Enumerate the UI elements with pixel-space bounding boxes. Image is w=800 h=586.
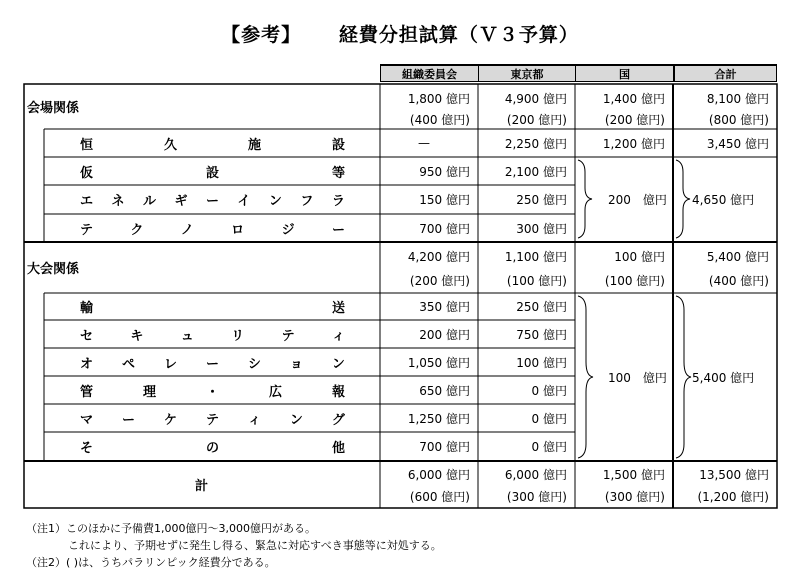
permanent-sum: 3,450 億円 bbox=[706, 136, 769, 151]
games-total-org: 4,200 億円 bbox=[407, 249, 470, 264]
technology-tokyo: 300 億円 bbox=[516, 221, 567, 236]
games-para-tokyo: (100 億円) bbox=[506, 273, 567, 288]
item-permanent-facilities: 恒 久 施 設 bbox=[80, 137, 345, 153]
item-operation: オ ペ レ ー シ ョ ン bbox=[80, 356, 345, 372]
admin-tokyo: 0 億円 bbox=[531, 383, 567, 398]
games-para-kuni: (100 億円) bbox=[604, 273, 665, 288]
games-para-sum: (400 億円) bbox=[708, 273, 769, 288]
note-1-continued: これにより、予期せずに発生し得る、緊急に対応すべき事態等に対処する。 bbox=[68, 539, 442, 552]
item-admin-pr: 管 理 ・ 広 報 bbox=[80, 384, 345, 400]
marketing-tokyo: 0 億円 bbox=[531, 411, 567, 426]
admin-org: 650 億円 bbox=[419, 383, 470, 398]
header-tokyo: 東京都 bbox=[478, 64, 575, 82]
technology-org: 700 億円 bbox=[419, 221, 470, 236]
permanent-tokyo: 2,250 億円 bbox=[504, 136, 567, 151]
item-energy-infra: エ ネ ル ギ ー イ ン フ ラ bbox=[80, 194, 345, 209]
venue-para-tokyo: (200 億円) bbox=[506, 112, 567, 127]
title-main: 経費分担試算（Ｖ３予算） bbox=[338, 24, 579, 46]
note-1: （注1）このほかに予備費1,000億円～3,000億円がある。 bbox=[26, 522, 316, 535]
header-sum: 合計 bbox=[673, 64, 777, 82]
grand-para-kuni: (300 億円) bbox=[604, 489, 665, 504]
grand-total-tokyo: 6,000 億円 bbox=[504, 467, 567, 482]
venue-para-kuni: (200 億円) bbox=[604, 112, 665, 127]
grand-para-sum: (1,200 億円) bbox=[697, 489, 769, 504]
venue-total-kuni: 1,400 億円 bbox=[602, 91, 665, 106]
header-org: 組織委員会 bbox=[380, 64, 478, 82]
note-2: （注2）( )は、うちパラリンピック経費分である。 bbox=[26, 556, 276, 569]
energy-tokyo: 250 億円 bbox=[516, 193, 567, 207]
item-transport: 輸 送 bbox=[80, 301, 345, 316]
venue-total-tokyo: 4,900 億円 bbox=[504, 91, 567, 106]
venue-total-org: 1,800 億円 bbox=[407, 91, 470, 106]
other-org: 700 億円 bbox=[419, 440, 470, 454]
marketing-org: 1,250 億円 bbox=[407, 411, 470, 426]
operation-org: 1,050 億円 bbox=[407, 355, 470, 370]
grand-para-org: (600 億円) bbox=[409, 489, 470, 504]
permanent-kuni: 1,200 億円 bbox=[602, 136, 665, 151]
venue-group-sum: 4,650 億円 bbox=[692, 192, 755, 207]
header-kuni: 国 bbox=[575, 64, 673, 82]
temporary-org: 950 億円 bbox=[419, 164, 470, 179]
temporary-tokyo: 2,100 億円 bbox=[504, 164, 567, 179]
venue-total-sum: 8,100 億円 bbox=[706, 91, 769, 106]
security-tokyo: 750 億円 bbox=[516, 327, 567, 342]
games-total-tokyo: 1,100 億円 bbox=[504, 249, 567, 264]
section-label-games: 大会関係 bbox=[27, 261, 80, 277]
item-security: セ キ ュ リ テ ィ bbox=[80, 328, 345, 344]
games-total-sum: 5,400 億円 bbox=[706, 249, 769, 264]
games-group-sum: 5,400 億円 bbox=[692, 370, 755, 385]
item-other: そ の 他 bbox=[80, 441, 345, 456]
grand-total-kuni: 1,500 億円 bbox=[602, 467, 665, 482]
security-org: 200 億円 bbox=[419, 327, 470, 342]
transport-org: 350 億円 bbox=[419, 300, 470, 314]
games-para-org: (200 億円) bbox=[409, 273, 470, 288]
operation-tokyo: 100 億円 bbox=[516, 355, 567, 370]
transport-tokyo: 250 億円 bbox=[516, 300, 567, 314]
grand-para-tokyo: (300 億円) bbox=[506, 489, 567, 504]
venue-group-kuni: 200 億円 bbox=[608, 192, 667, 207]
energy-org: 150 億円 bbox=[419, 193, 470, 207]
games-group-kuni: 100 億円 bbox=[608, 370, 667, 385]
other-tokyo: 0 億円 bbox=[531, 440, 567, 454]
item-technology: テ ク ノ ロ ジ ー bbox=[80, 222, 345, 238]
venue-para-org: (400 億円) bbox=[409, 112, 470, 127]
grand-total-org: 6,000 億円 bbox=[407, 467, 470, 482]
games-total-kuni: 100 億円 bbox=[614, 249, 665, 264]
title-reference: 【参考】 bbox=[221, 24, 302, 46]
grand-total-sum: 13,500 億円 bbox=[699, 467, 769, 482]
section-label-venue: 会場関係 bbox=[27, 100, 80, 116]
item-temporary: 仮 設 等 bbox=[80, 165, 345, 181]
item-marketing: マ ー ケ テ ィ ン グ bbox=[80, 412, 345, 428]
venue-para-sum: (800 億円) bbox=[708, 112, 769, 127]
grand-total-label: 計 bbox=[195, 478, 209, 494]
permanent-org: — bbox=[418, 136, 430, 150]
